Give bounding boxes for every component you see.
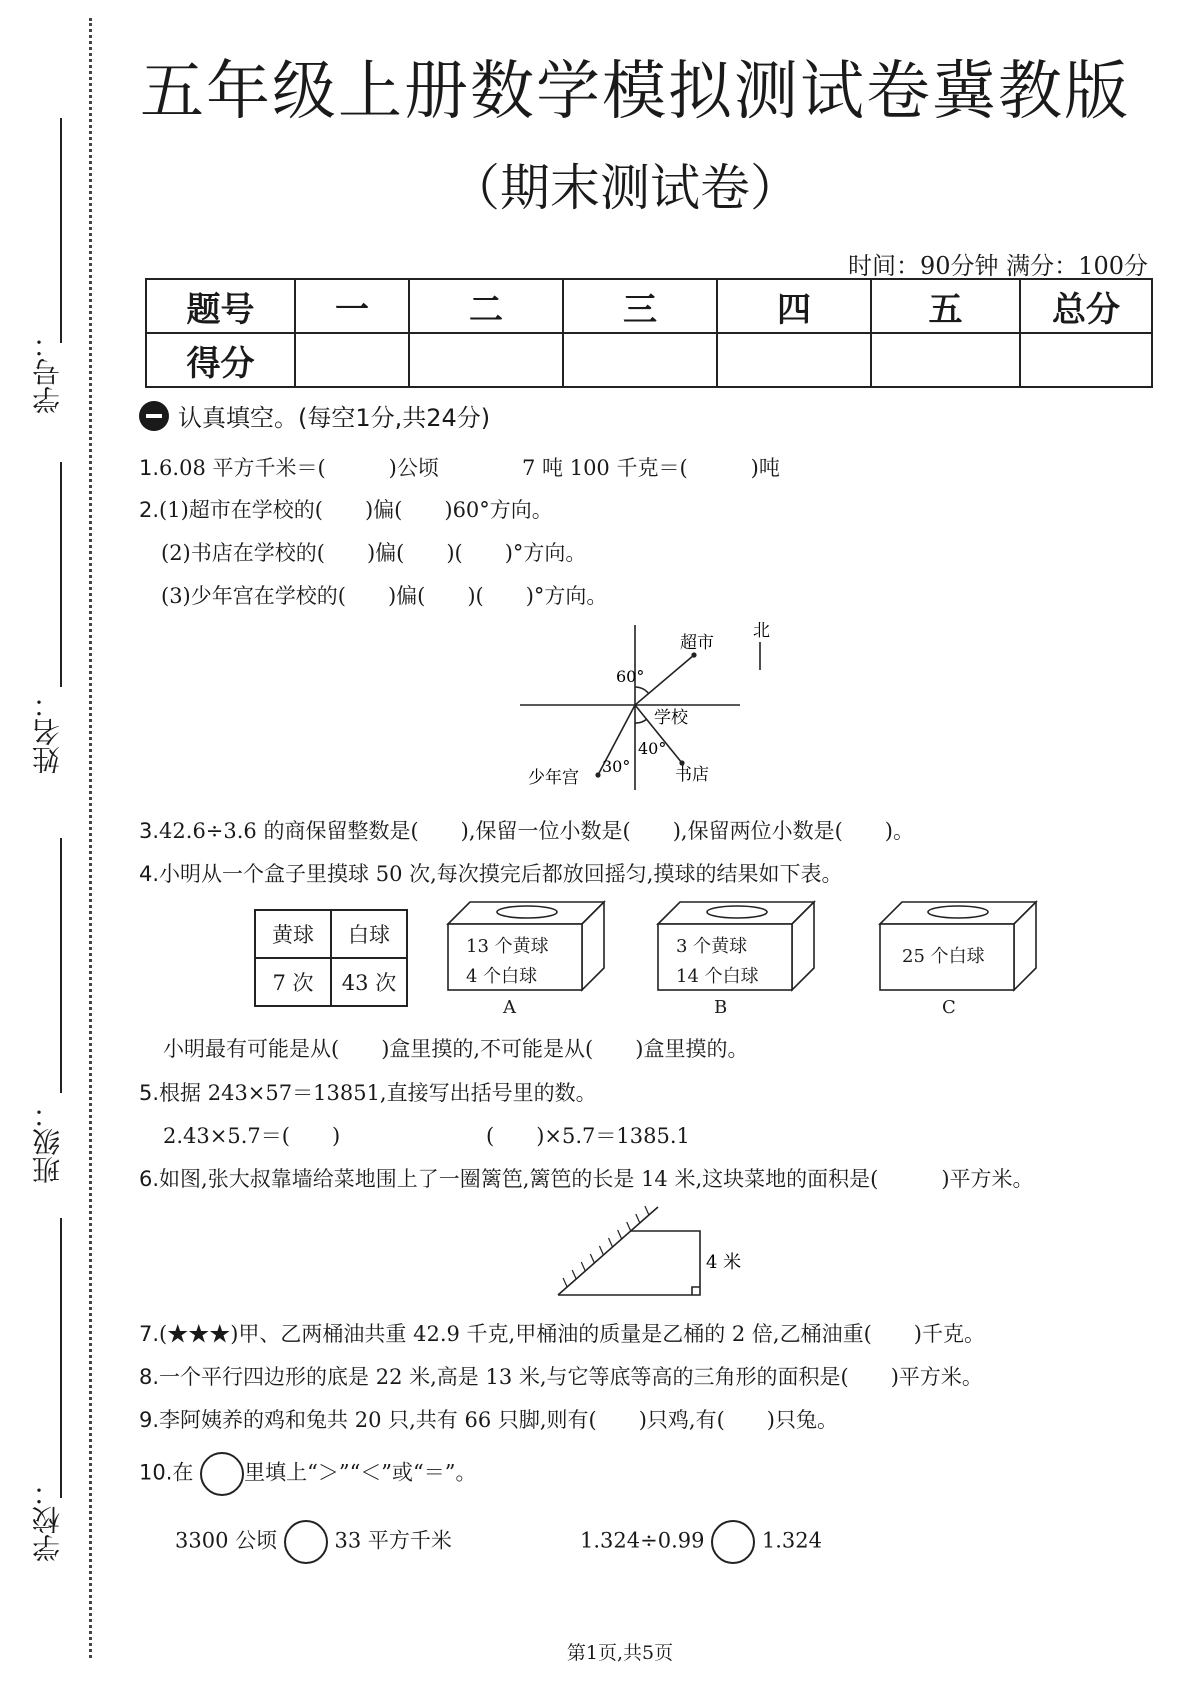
wall-hatch-mark [581,1262,585,1271]
section-one-badge-icon [139,401,169,431]
score-input-cell[interactable] [295,333,409,387]
question-1-part-b: 7 吨 100 千克＝( )吨 [522,456,780,480]
question-4-answer-line: 小明最有可能是从( )盒里摸的,不可能是从( )盒里摸的。 [163,1037,749,1061]
score-input-cell[interactable] [871,333,1020,387]
score-value-row [146,333,1152,387]
wall-line [558,1207,658,1295]
question-9 [139,1404,838,1434]
question-number: 7. [139,1322,160,1346]
north-label: 北 [753,621,770,641]
question-9-text: 李阿姨养的鸡和兔共 20 只,共有 66 只脚,则有( )只鸡,有( )只兔。 [159,1408,838,1432]
box-b-hole [707,906,767,918]
question-number: 10. [139,1460,173,1485]
box-a-line-1: 13 个黄球 [466,936,549,957]
question-7-text: (★★★)甲、乙两桶油共重 42.9 千克,甲桶油的质量是乙桶的 2 倍,乙桶油重( )千克。 [159,1322,985,1346]
banji-line [60,838,62,1093]
score-cell: 得分 [146,333,295,387]
page-subtitle: （期末测试卷） [450,159,800,217]
score-header-row [146,279,1152,333]
score-cell: 四 [717,279,871,333]
supermarket-point [691,652,696,657]
box-c-line-1: 25 个白球 [902,946,985,967]
xuehao-label: 学号： [31,330,64,414]
box-a-line-2: 4 个白球 [466,966,538,987]
ball-table-head-white: 白球 [331,910,407,958]
direction-diagram [520,620,780,800]
ball-result-table [254,909,408,1007]
angle-30-label: 30° [602,757,631,776]
score-cell: 一 [295,279,409,333]
compare-b-right: 1.324 [761,1528,822,1553]
score-table [145,278,1153,388]
question-7 [139,1318,985,1348]
cut-line [89,18,92,1658]
wall-hatch-mark [590,1254,594,1263]
wall-hatch-mark [599,1246,603,1255]
question-2-line-3: (3)少年宫在学校的( )偏( )( )°方向。 [161,584,608,608]
score-cell: 二 [409,279,563,333]
school-label: 学校 [654,708,688,728]
question-4-text: 小明从一个盒子里摸球 50 次,每次摸完后都放回摇匀,摸球的结果如下表。 [159,862,843,886]
right-angle-mark [692,1287,700,1295]
wall-hatch-mark [645,1206,649,1215]
score-cell: 三 [563,279,717,333]
compare-b-circle[interactable] [711,1520,755,1564]
box-a-label: A [503,997,516,1016]
wall-hatch-mark [618,1230,622,1239]
fence-line [558,1231,700,1295]
ball-boxes [440,896,1080,1016]
ball-table-white-count: 43 次 [331,958,407,1006]
question-10-post: 里填上“＞”“＜”或“＝”。 [244,1460,477,1485]
score-input-cell[interactable] [409,333,563,387]
page-title: 五年级上册数学模拟测试卷冀教版 [140,55,1130,129]
ball-table-head-yellow: 黄球 [255,910,331,958]
compare-a-left: 3300 公顷 [175,1528,278,1553]
question-number: 9. [139,1408,160,1432]
time-info: 时间：90分钟 满分：100分 [848,252,1148,280]
compare-a-circle[interactable] [284,1520,328,1564]
score-input-cell[interactable] [563,333,717,387]
xuexiao-line [60,1218,62,1498]
height-label: 4 米 [706,1252,742,1273]
wall-hatch-mark [572,1270,576,1279]
box-b-line-2: 14 个白球 [676,966,759,987]
xingming-line [60,462,62,687]
xuexiao-label: 学校： [31,1478,64,1562]
compare-circle-example [200,1452,244,1496]
question-1 [139,452,439,482]
question-6 [139,1163,1034,1193]
question-4 [139,858,842,888]
compare-a-right: 33 平方千米 [334,1528,452,1553]
question-number: 3. [139,819,160,843]
box-a-hole [497,906,557,918]
question-number: 1. [139,456,160,480]
angle-60-label: 60° [616,667,645,686]
angle-40-label: 40° [638,739,667,758]
question-number: 8. [139,1365,160,1389]
section-one-title: 认真填空。(每空1分,共24分) [178,404,491,432]
question-2-line-2: (2)书店在学校的( )偏( )( )°方向。 [161,541,587,565]
question-10 [139,1452,477,1496]
question-10-part-b [580,1520,822,1564]
question-number: 4. [139,862,160,886]
wall-hatch-mark [563,1278,567,1287]
question-10-pre: 在 [172,1460,194,1485]
question-5-text: 根据 243×57＝13851,直接写出括号里的数。 [159,1081,597,1105]
box-b-line-1: 3 个黄球 [676,936,748,957]
wall-hatch-mark [636,1214,640,1223]
ball-table-yellow-count: 7 次 [255,958,331,1006]
xingming-label: 姓名： [31,690,64,774]
youth-palace-label: 少年宫 [528,768,579,788]
question-number: 5. [139,1081,160,1105]
question-8-text: 一个平行四边形的底是 22 米,高是 13 米,与它等底等高的三角形的面积是( )平方米。 [159,1365,983,1389]
wall-hatch-mark [627,1222,631,1231]
question-2 [139,494,553,524]
question-2-line-1: (1)超市在学校的( )偏( )60°方向。 [159,498,553,522]
question-5-part-b: ( )×5.7＝1385.1 [486,1124,690,1148]
score-input-cell[interactable] [1020,333,1152,387]
question-6-text: 如图,张大叔靠墙给菜地围上了一圈篱笆,篱笆的长是 14 米,这块菜地的面积是( )平方米。 [159,1167,1034,1191]
question-number: 6. [139,1167,160,1191]
question-10-part-a [175,1520,452,1564]
supermarket-label: 超市 [680,633,714,653]
youth-palace-point [595,772,600,777]
question-number: 2. [139,498,160,522]
wall-hatching [563,1206,649,1287]
angle-arc-60 [635,687,649,694]
score-cell: 题号 [146,279,295,333]
score-cell: 五 [871,279,1020,333]
bookstore-label: 书店 [675,765,709,785]
question-3-text: 42.6÷3.6 的商保留整数是( ),保留一位小数是( ),保留两位小数是( )。 [159,819,914,843]
compare-b-left: 1.324÷0.99 [580,1528,705,1553]
wall-hatch-mark [609,1238,613,1247]
question-1-part-a: 6.08 平方千米＝( )公顷 [159,456,439,480]
question-3 [139,815,914,845]
score-cell: 总分 [1020,279,1152,333]
question-5-part-a: 2.43×5.7＝( ) [163,1124,341,1148]
angle-arc-40 [635,719,647,723]
box-b-label: B [714,997,728,1016]
box-c-label: C [942,997,956,1016]
question-5 [139,1077,597,1107]
garden-trapezoid-diagram [550,1203,750,1303]
banji-label: 班级： [31,1100,64,1184]
question-8 [139,1361,983,1391]
page-footer: 第1页,共5页 [566,1642,674,1664]
box-c-hole [928,906,988,918]
score-input-cell[interactable] [717,333,871,387]
